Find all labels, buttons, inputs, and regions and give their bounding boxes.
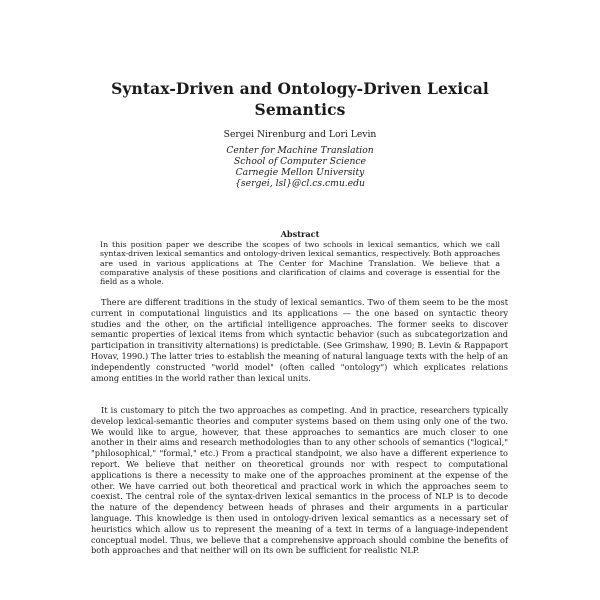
paper-authors: Sergei Nirenburg and Lori Levin [223,129,377,140]
body-paragraph-1: There are different traditions in the study of lexical semantics. Two of them seem to be the most current in computational linguistics and its applications — the one based on syntactic theory studies and the other, on the artificial intelligence approaches. The former seeks to discover semantic properties of lexical items from which syntactic behavior (such as subcategorization and participation in transitivity alternations) is predictable. (See Grimshaw, 1990; B. Levin & Rappaport Hovav, 1990.) The latter tries to establish the meaning of natural language texts with the help of an independently constructed "world model" (often called "ontology") which explicates relations among entities in the world rather than lexical units. [91,297,508,383]
affiliation-school: School of Computer Science [234,156,366,167]
paper-title: Syntax-Driven and Ontology-Driven Lexical Semantics [111,79,489,119]
abstract-heading: Abstract [280,229,320,239]
abstract-text: In this position paper we describe the scopes of two schools in lexical semantics, which we call syntax-driven lexical semantics and ontology-driven lexical semantics, respectively. Both approaches are used in various applications at The Center for Machine Translation. We believe that a comparative analysis of these positions and clarification of claims and coverage is essential for the field as a whole. [100,240,500,287]
affiliation-center: Center for Machine Translation [226,145,374,156]
body-paragraph-2: It is customary to pitch the two approaches as competing. And in practice, researchers typically develop lexical-semantic theories and computer systems based on them using only one of the two. We would like to argue, however, that these approaches to semantics are much closer to one another in their aims and research methodologies than to any other schools of semantics ("logical," "philosophical," "formal," etc.) From a practical standpoint, we also have a different experience to report. We believe that neither on theoretical grounds nor with respect to computational applications is there a necessity to make one of the approaches prominent at the expense of the other. We have carried out both theoretical and practical work in which the approaches seem to coexist. The central role of the syntax-driven lexical semantics in the process of NLP is to decode the nature of the dependency between heads of phrases and their arguments in a particular language. This knowledge is then used in ontology-driven lexical semantics as a necessary set of heuristics which allow us to represent the meaning of a text in terms of a language-independent conceptual model. Thus, we believe that a comprehensive approach should combine the benefits of both approaches and that neither will on its own be sufficient for realistic NLP. [91,405,508,556]
affiliation-university: Carnegie Mellon University [235,167,365,178]
author-email: {sergei, lsl}@cl.cs.cmu.edu [235,178,365,189]
author-affiliation [150,145,450,189]
